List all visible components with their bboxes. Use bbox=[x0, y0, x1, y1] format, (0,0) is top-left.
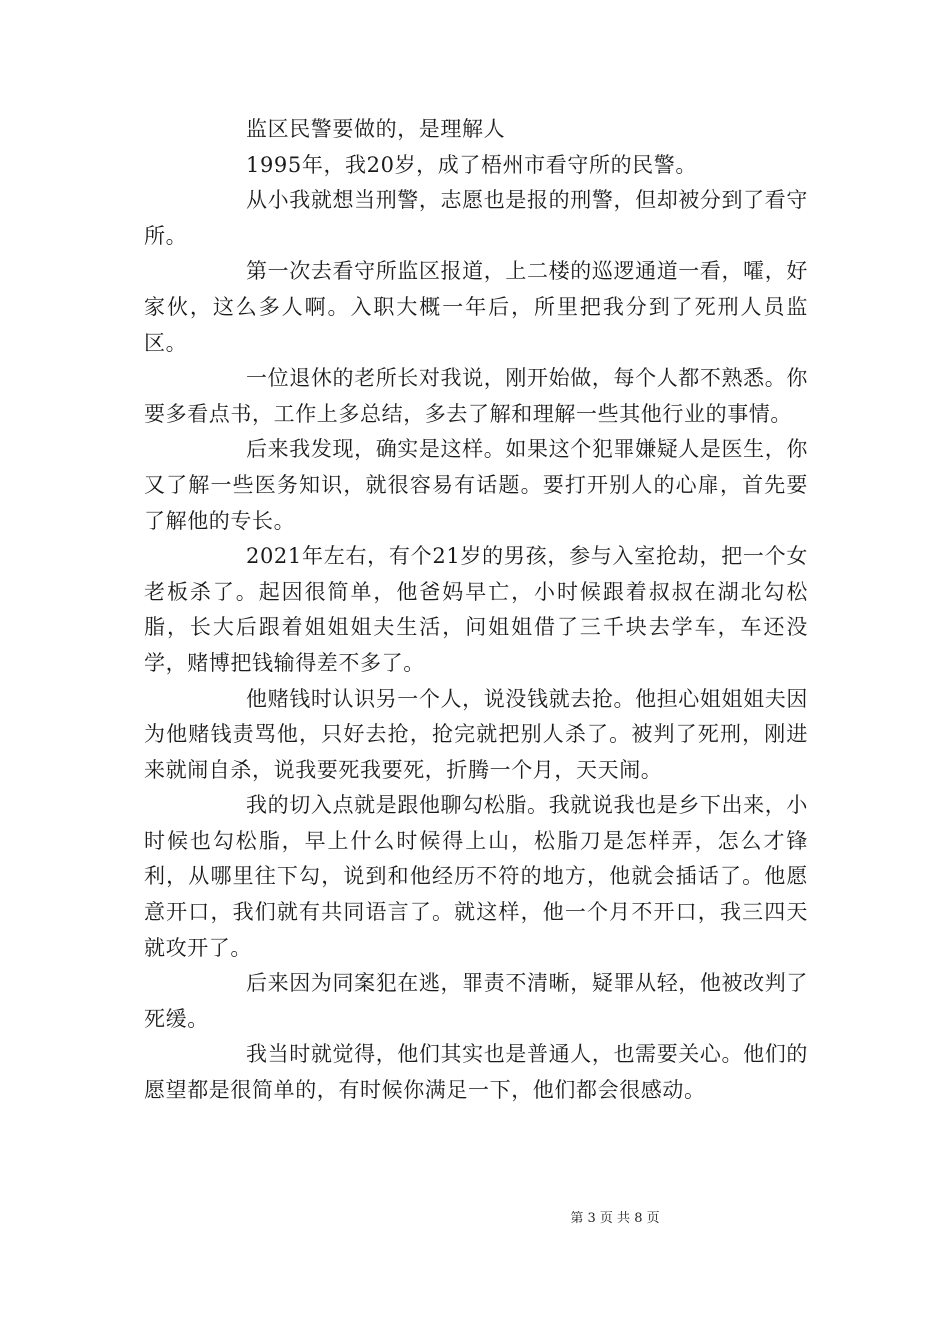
paragraph: 2021年左右，有个21岁的男孩，参与入室抢劫，把一个女老板杀了。起因很简单，他爸妈早亡，小时候跟着叔叔在湖北勾松脂，长大后跟着姐姐姐夫生活，问姐姐借了三千块去学车，车还没学，赌博把钱输得差不多了。 bbox=[144, 544, 808, 675]
body-text bbox=[144, 112, 808, 1109]
paragraph: 我当时就觉得，他们其实也是普通人，也需要关心。他们的愿望都是很简单的，有时候你满足一下，他们都会很感动。 bbox=[144, 1042, 808, 1103]
paragraph-heading: 监区民警要做的，是理解人 bbox=[246, 117, 506, 141]
paragraph: 后来我发现，确实是这样。如果这个犯罪嫌疑人是医生，你又了解一些医务知识，就很容易有话题。要打开别人的心扉，首先要了解他的专长。 bbox=[144, 437, 808, 533]
paragraph: 一位退休的老所长对我说，刚开始做，每个人都不熟悉。你要多看点书，工作上多总结，多去了解和理解一些其他行业的事情。 bbox=[144, 366, 808, 426]
paragraph: 他赌钱时认识另一个人，说没钱就去抢。他担心姐姐姐夫因为他赌钱责骂他，只好去抢，抢完就把别人杀了。被判了死刑，刚进来就闹自杀，说我要死我要死，折腾一个月，天天闹。 bbox=[144, 686, 808, 782]
paragraph: 后来因为同案犯在逃，罪责不清晰，疑罪从轻，他被改判了死缓。 bbox=[144, 971, 808, 1031]
page-number-footer: 第 3 页 共 8 页 bbox=[570, 1211, 660, 1226]
paragraph: 从小我就想当刑警，志愿也是报的刑警，但却被分到了看守所。 bbox=[144, 188, 808, 248]
paragraph: 1995年，我20岁，成了梧州市看守所的民警。 bbox=[246, 152, 697, 177]
paragraph: 第一次去看守所监区报道，上二楼的巡逻通道一看，嚯，好家伙，这么多人啊。入职大概一年后，所里把我分到了死刑人员监区。 bbox=[144, 259, 808, 355]
paragraph: 我的切入点就是跟他聊勾松脂。我就说我也是乡下出来，小时候也勾松脂，早上什么时候得上山，松脂刀是怎样弄，怎么才锋利，从哪里往下勾，说到和他经历不符的地方，他就会插话了。他愿意开口，我们就有共同语言了。就这样，他一个月不开口，我三四天就攻开了。 bbox=[144, 793, 808, 960]
